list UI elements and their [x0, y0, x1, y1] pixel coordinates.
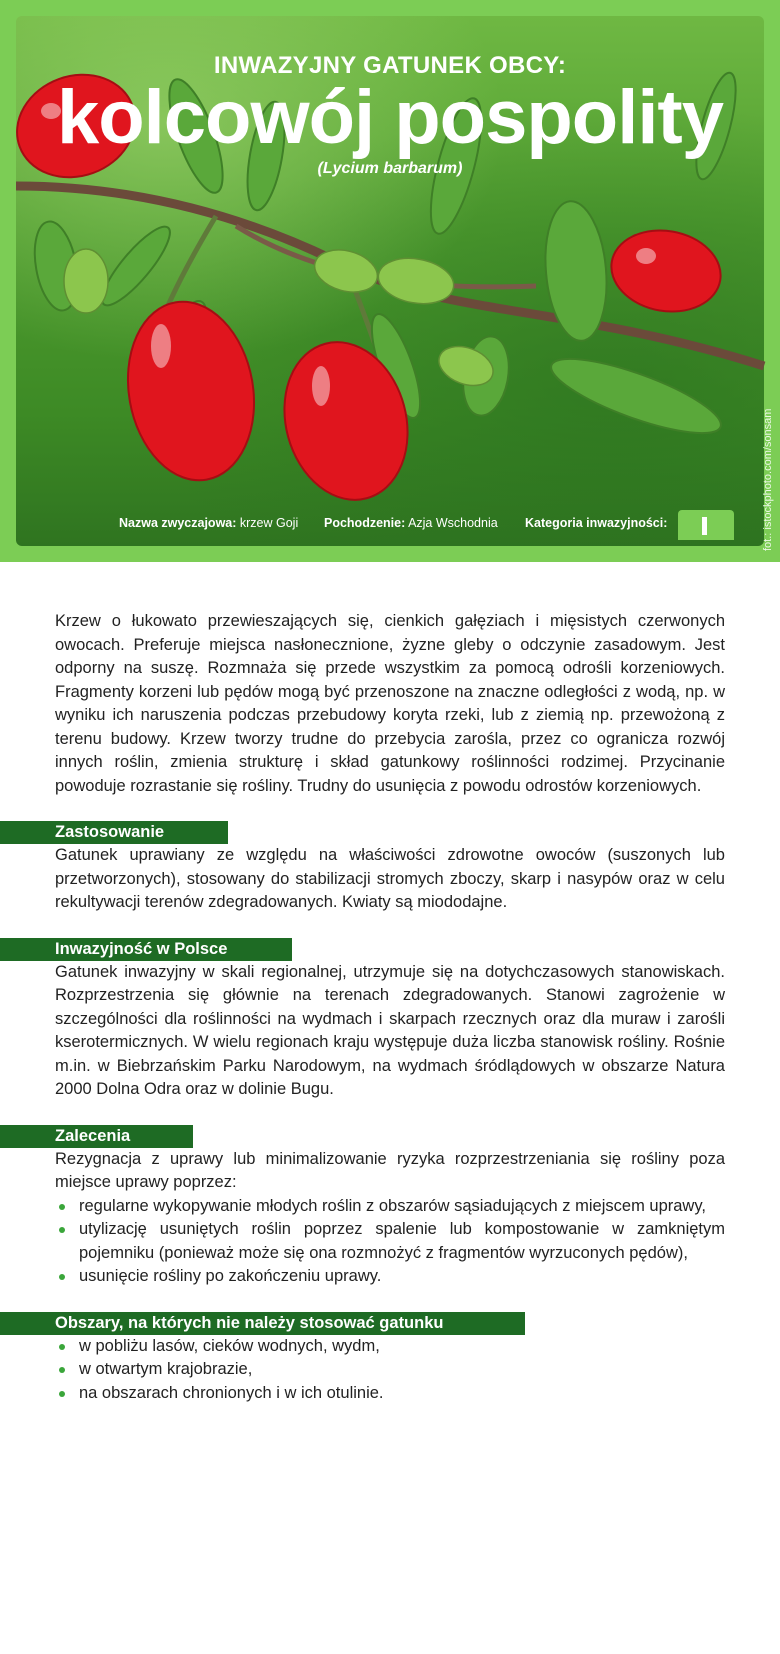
origin — [324, 516, 498, 530]
list-item-text: w pobliżu lasów, cieków wodnych, wydm, — [79, 1336, 380, 1355]
species-title: kolcowój pospolity — [56, 75, 724, 160]
section-heading: Obszary, na których nie należy stosować gatunku — [0, 1312, 525, 1335]
latin-name: (Lycium barbarum) — [317, 160, 463, 177]
category-label: Kategoria inwazyjności: — [525, 516, 668, 530]
bullet-dot — [59, 1227, 65, 1233]
common-name-label: Nazwa zwyczajowa: — [119, 516, 237, 530]
origin-value: Azja Wschodnia — [408, 516, 498, 530]
header-frame — [0, 0, 780, 562]
section-text: Gatunek uprawiany ze względu na właściwości zdrowotne owoców (suszonych lub przetworzonych), stosowany do stabilizacji stromych zboczy, skarp i nasypów oraz w celu rekultywacji terenów zdegradowanych. Kwiaty są miododajne. — [55, 846, 725, 911]
content — [55, 610, 725, 1405]
areas-list — [55, 1335, 725, 1406]
list-item — [55, 1358, 725, 1382]
bullet-dot — [59, 1204, 65, 1210]
kicker-text: INWAZYJNY GATUNEK OBCY: — [213, 52, 567, 79]
bullet-dot — [59, 1274, 65, 1280]
list-item-text: utylizację usuniętych roślin poprzez spalenie lub kompostowanie w zamkniętym pojemniku (ponieważ może się ona rozmnożyć z fragmentów wyrzuconych pędów), — [79, 1220, 725, 1262]
bullet-dot — [59, 1344, 65, 1350]
bullet-dot — [59, 1367, 65, 1373]
goji-photo — [16, 16, 774, 551]
bullet-dot — [59, 1391, 65, 1397]
list-item — [55, 1265, 725, 1289]
category-badge — [678, 510, 734, 540]
section-obszary — [55, 1312, 725, 1406]
title-block — [16, 52, 764, 178]
section-heading: Zastosowanie — [0, 821, 228, 844]
meta-bar — [16, 510, 764, 538]
section-zalecenia — [55, 1125, 725, 1289]
intro-paragraph: Krzew o łukowato przewieszających się, cienkich gałęziach i mięsistych czerwonych owocach. Preferuje miejsca nasłonecznione, żyzne gleby o odczynie zasadowym. Jest odporny na suszę. Rozmnaża się przede wszystkim za pomocą odrośli korzeniowych. Fragmenty korzeni lub pędów mogą być przenoszone na znaczne odległości z wodą, np. w wyniku ich naruszenia podczas przebudowy koryta rzeki, lub z ziemią np. przewożoną z terenu budowy. Krzew tworzy trudne do przebycia zarośla, przez co ogranicza rozwój innych roślin, zmienia strukturę i skład gatunkowy roślinności rodzimej. Przycinanie powoduje rozrastanie się rośliny. Trudny do usunięcia z powodu odrostów korzeniowych. — [55, 612, 725, 795]
category-value — [702, 517, 707, 535]
recommendation-list — [55, 1195, 725, 1289]
section-heading: Zalecenia — [0, 1125, 193, 1148]
section-inwazyjnosc — [55, 938, 725, 1102]
section-zastosowanie — [55, 821, 725, 915]
section-text: Rezygnacja z uprawy lub minimalizowanie ryzyka rozprzestrzeniania się rośliny poza miejsce uprawy poprzez: — [55, 1149, 725, 1191]
list-item — [55, 1218, 725, 1265]
origin-label: Pochodzenie: — [324, 516, 406, 530]
common-name — [119, 516, 298, 530]
section-text: Gatunek inwazyjny w skali regionalnej, utrzymuje się na dotychczasowych stanowiskach. Rozprzestrzenia się głównie na terenach zdegradowanych. Stanowi zagrożenie w szczególności dla roślinności na wydmach i skarpach rzecznych oraz dla muraw i zarośli kserotermicznych. W wielu regionach kraju występuje duża liczba stanowisk rośliny. Rośnie m.in. w Biebrzańskim Parku Narodowym, na wydmach śródlądowych w obszarze Natura 2000 Dolna Odra oraz w dolinie Bugu. — [55, 962, 725, 1098]
photo-credit: fot.: istockphoto.com/sonsam — [762, 408, 774, 551]
list-item-text: regularne wykopywanie młodych roślin z obszarów sąsiadujących z miejscem uprawy, — [79, 1196, 706, 1215]
list-item — [55, 1195, 725, 1219]
common-name-value: krzew Goji — [239, 516, 299, 530]
category — [525, 516, 667, 530]
section-heading: Inwazyjność w Polsce — [0, 938, 292, 961]
list-item — [55, 1382, 725, 1406]
list-item — [55, 1335, 725, 1359]
list-item-text: w otwartym krajobrazie, — [79, 1360, 253, 1378]
list-item-text: usunięcie rośliny po zakończeniu uprawy. — [79, 1267, 382, 1285]
list-item-text: na obszarach chronionych i w ich otulinie. — [79, 1383, 384, 1402]
